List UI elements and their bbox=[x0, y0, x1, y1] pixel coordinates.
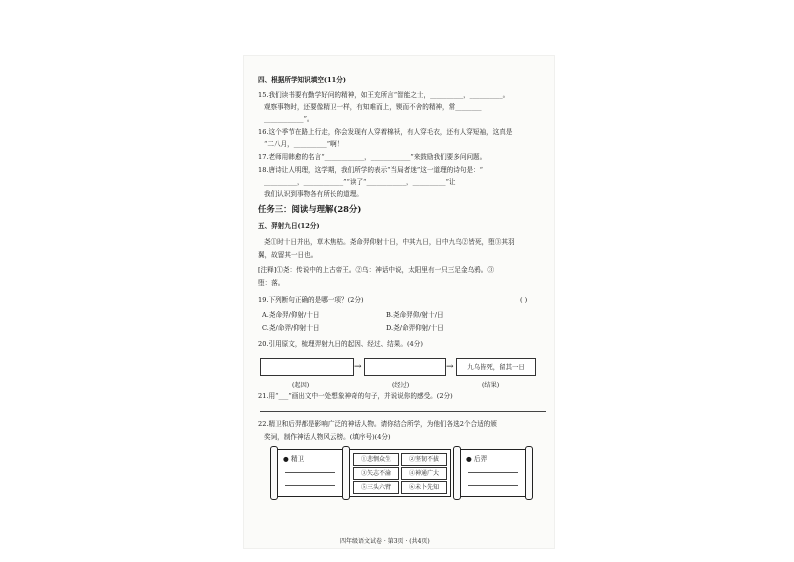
caption-cause: (起因) bbox=[292, 382, 310, 389]
passage-line1: 尧①时十日并出，草木焦枯。尧命羿仰射十日，中其九日，日中九乌②皆死，堕③其羽 bbox=[264, 238, 515, 246]
q22-line1: 22.精卫和后羿都是影响广泛的神话人物。请你结合所学，为他们各选2个合适的颁 bbox=[258, 420, 497, 428]
blank[interactable]: __________ bbox=[264, 178, 297, 186]
q18-line3: 我们认识到事物各有所长的道理。 bbox=[264, 190, 363, 198]
section5-heading: 五、羿射九日(12分) bbox=[258, 222, 320, 230]
q21-question: 21.用“___”画出文中一处想象神奇的句子，并说说你的感受。(2分) bbox=[258, 392, 453, 400]
scroll-title-jingwei: ● 精卫 bbox=[283, 455, 305, 463]
q19-option-d[interactable]: D.尧/命羿仰射/十日 bbox=[386, 324, 444, 332]
q17-text: 17.老师用韩愈的名言“ bbox=[258, 153, 325, 161]
scroll-roller bbox=[453, 446, 461, 500]
answer-line[interactable] bbox=[260, 411, 546, 412]
q19-option-a[interactable]: A.尧命羿/仰射/十日 bbox=[262, 311, 320, 319]
scroll-title-houyi: ● 后羿 bbox=[466, 455, 488, 463]
q15-line1: 15.我们读书要有勤学好问的精神，如王充所言“智能之士，__________，__________。 bbox=[258, 91, 510, 99]
blank[interactable]: ________ bbox=[455, 103, 482, 111]
q20-question: 20.引用原文，梳理羿射九日的起因、经过、结果。(4分) bbox=[258, 340, 423, 348]
scroll-roller bbox=[270, 446, 278, 500]
q18-text: ”“读了“ bbox=[343, 178, 367, 186]
scroll-houyi[interactable] bbox=[457, 449, 529, 497]
option-5: ⑤三头六臂 bbox=[353, 481, 399, 494]
q15-line3 bbox=[264, 115, 314, 124]
q19-option-b[interactable]: B.尧命羿仰/射十/日 bbox=[386, 311, 444, 319]
option-6: ⑥未卜先知 bbox=[401, 481, 447, 494]
blank[interactable]: __________ bbox=[412, 178, 446, 186]
q19-question: 19.下列断句正确的是哪一项？(2分) bbox=[258, 296, 364, 304]
q16-end: ”啊！ bbox=[326, 140, 344, 148]
answer-line bbox=[468, 485, 518, 486]
blank[interactable]: __________ bbox=[293, 140, 327, 148]
answer-line bbox=[285, 485, 335, 486]
q15-line2 bbox=[264, 103, 482, 112]
flow-box-process[interactable] bbox=[364, 358, 446, 376]
q15-text2: 观察事物时，还要像精卫一样，有知难而上，锲而不舍的精神，常 bbox=[264, 103, 456, 111]
arrow-right-icon: → bbox=[354, 362, 362, 372]
option-3: ③矢志不渝 bbox=[353, 467, 399, 480]
q16-line2 bbox=[264, 140, 343, 149]
q16-line1: 16.这个季节在路上行走，你会发现有人穿着棉袄，有人穿毛衣，还有人穿短袖，这真是 bbox=[258, 128, 513, 136]
flow-box-cause[interactable] bbox=[260, 358, 354, 376]
q19-answer-paren[interactable]: ( ) bbox=[520, 296, 528, 304]
q22-line2: 奖词，制作神话人物风云榜。(填序号)(4分) bbox=[264, 433, 391, 441]
option-4: ④神通广大 bbox=[401, 467, 447, 480]
section4-heading: 四、根据所学知识填空(11分) bbox=[258, 76, 346, 84]
notes-line2: 堕：落。 bbox=[258, 279, 285, 287]
notes-line1: [注释]①尧：传说中的上古帝王。②乌：神话中说，太阳里有一只三足金乌鸦。③ bbox=[258, 266, 494, 274]
q15-text: 15.我们读书要有勤学好问的精神，如王充所言“智能之士， bbox=[258, 91, 431, 99]
answer-line bbox=[285, 472, 335, 473]
blank[interactable]: ____________ bbox=[370, 153, 411, 161]
q18-end: ”让 bbox=[445, 178, 456, 186]
blank[interactable]: ____________ bbox=[324, 153, 365, 161]
arrow-right-icon: → bbox=[446, 362, 454, 372]
q16-text: “二八月， bbox=[264, 140, 294, 148]
passage-line2: 翼，故留其一日也。 bbox=[258, 251, 318, 259]
award-options bbox=[349, 449, 451, 497]
q15-end: ”。 bbox=[303, 115, 314, 123]
blank[interactable]: ____________ bbox=[264, 115, 304, 123]
q18-line1: 18.唐诗让人明理，这学期，我们所学的表示“当局者迷”这一道理的诗句是：“ bbox=[258, 166, 484, 174]
scroll-roller bbox=[525, 446, 533, 500]
answer-line bbox=[468, 472, 518, 473]
q17-line: 17.老师用韩愈的名言“____________，____________”来鼓励我们要多问问题。 bbox=[258, 153, 487, 161]
blank[interactable]: __________ bbox=[469, 91, 503, 99]
q17-end: ”来鼓励我们要多问问题。 bbox=[410, 153, 487, 161]
blank[interactable]: ____________ bbox=[366, 178, 406, 186]
task3-heading: 任务三：阅读与理解(28分) bbox=[258, 204, 362, 214]
q19-option-c[interactable]: C.尧/命羿/仰射十日 bbox=[262, 324, 320, 332]
page-footer: 四年级语文试卷 · 第3页 · (共4页) bbox=[340, 538, 430, 545]
q18-line2: __________，____________”“读了“____________，__________”让 bbox=[264, 178, 456, 186]
blank[interactable]: __________ bbox=[430, 91, 464, 99]
option-1: ①悲悯众生 bbox=[353, 453, 399, 466]
blank[interactable]: ____________ bbox=[303, 178, 344, 186]
scroll-jingwei[interactable] bbox=[274, 449, 346, 497]
flow-box-result: 九乌皆死，留其一日 bbox=[456, 358, 536, 376]
caption-process: (经过) bbox=[392, 382, 410, 389]
caption-result: (结果) bbox=[482, 382, 500, 389]
option-2: ②坚韧不拔 bbox=[401, 453, 447, 466]
